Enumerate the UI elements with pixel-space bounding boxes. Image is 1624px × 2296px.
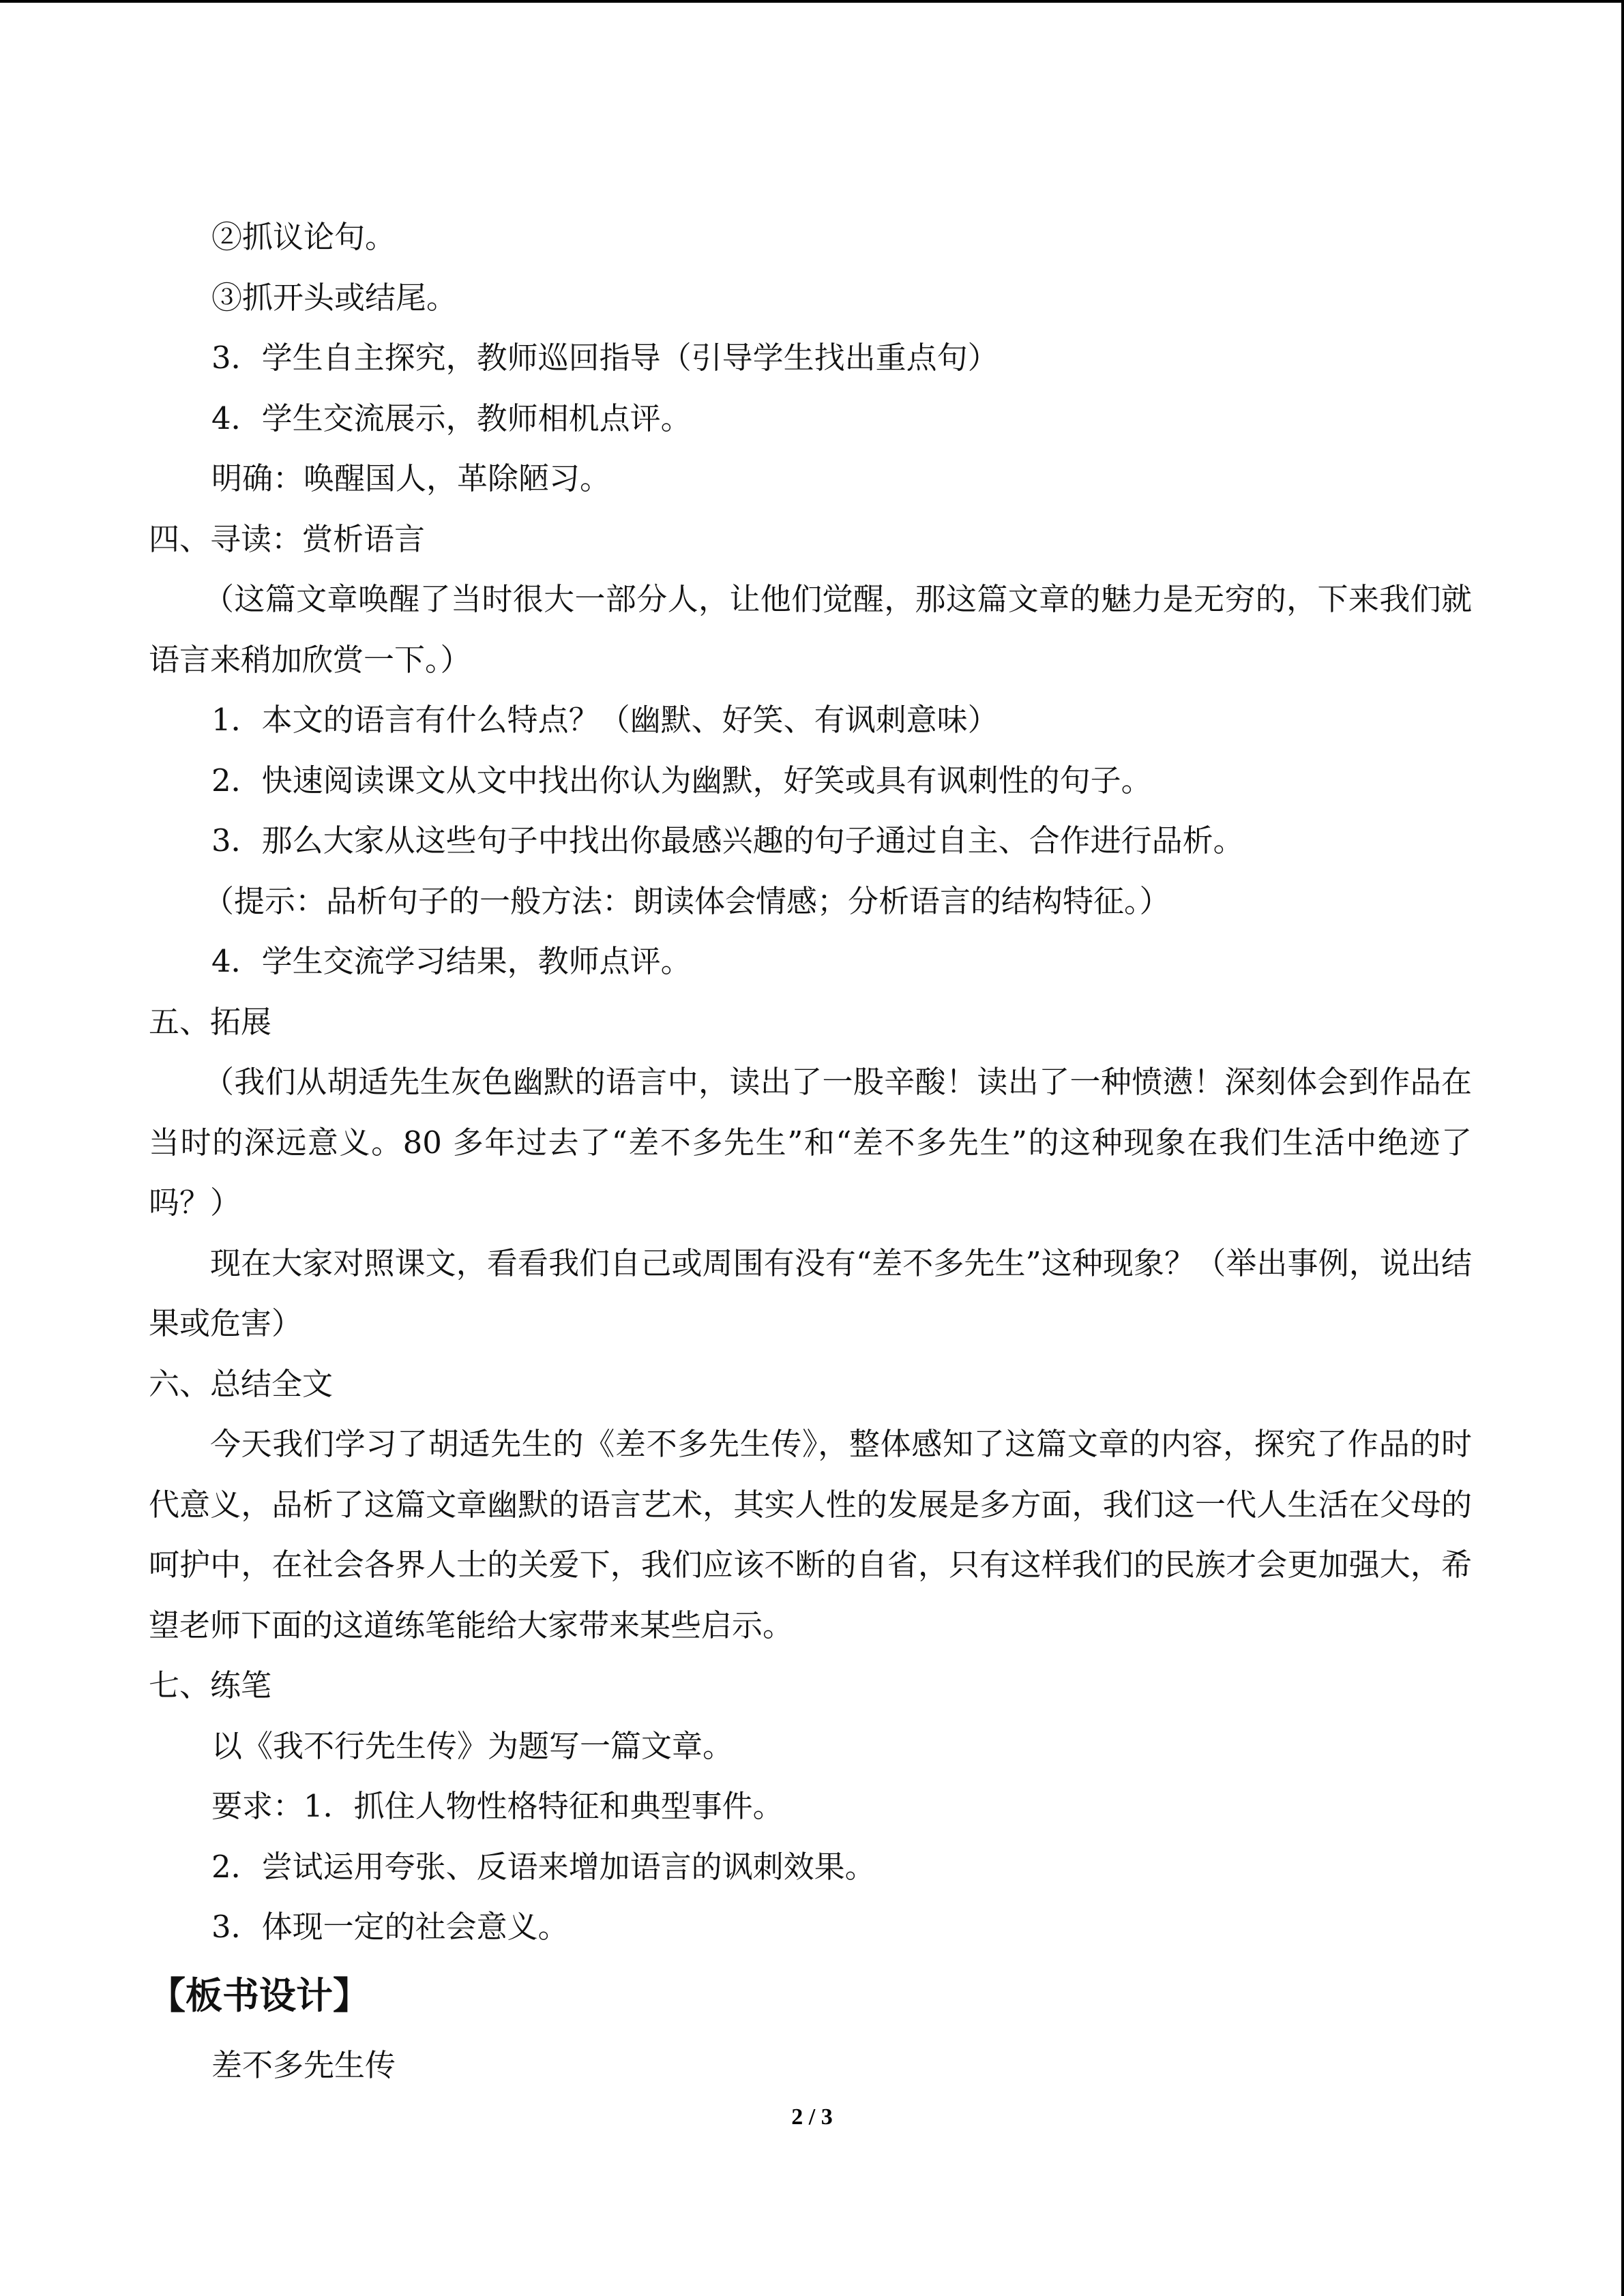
text-line: 3．那么大家从这些句子中找出你最感兴趣的句子通过自主、合作进行品析。: [211, 822, 1244, 859]
text-line: 4．学生交流展示，教师相机点评。: [211, 400, 692, 436]
paragraph: （我们从胡适先生灰色幽默的语言中，读出了一股辛酸！读出了一种愤懑！深刻体会到作品在当时的深远意义。80 多年过去了“差不多先生”和“差不多先生”的这种现象在我们生活中绝迹了吗？）: [149, 1064, 1472, 1221]
board-design-heading: 【板书设计】: [149, 1973, 370, 2017]
text-line: （提示：品析句子的一般方法：朗读体会情感；分析语言的结构特征。）: [203, 882, 1170, 919]
text-line: 以《我不行先生传》为题写一篇文章。: [211, 1727, 734, 1764]
text-line: 1．本文的语言有什么特点？（幽默、好笑、有讽刺意味）: [211, 702, 999, 738]
text-line: 3．体现一定的社会意义。: [211, 1909, 569, 1945]
text-line: ②抓议论句。: [211, 219, 396, 255]
text-line: 差不多先生传: [211, 2046, 396, 2083]
text-line: 4．学生交流学习结果，教师点评。: [211, 943, 692, 979]
section-title-six: 六、总结全文: [149, 1365, 334, 1402]
text-line: 明确：唤醒国人，革除陋习。: [211, 460, 611, 496]
paragraph: 现在大家对照课文，看看我们自己或周围有没有“差不多先生”这种现象？（举出事例，说出结果或危害）: [149, 1244, 1472, 1341]
text-line: 2．尝试运用夸张、反语来增加语言的讽刺效果。: [211, 1848, 876, 1885]
text-line: ③抓开头或结尾。: [211, 279, 458, 316]
document-body: [149, 207, 1472, 2096]
page-number: 2 / 3: [791, 2104, 833, 2130]
section-title-five: 五、拓展: [149, 1003, 272, 1040]
text-line: 3．学生自主探究，教师巡回指导（引导学生找出重点句）: [211, 340, 999, 376]
paragraph: 今天我们学习了胡适先生的《差不多先生传》，整体感知了这篇文章的内容，探究了作品的时代意义，品析了这篇文章幽默的语言艺术，其实人性的发展是多方面，我们这一代人生活在父母的呵护中，在社会各界人士的关爱下，我们应该不断的自省，只有这样我们的民族才会更加强大，希望老师下面的这道练笔能给大家带来某些启示。: [149, 1426, 1472, 1643]
section-title-four: 四、寻读：赏析语言: [149, 520, 426, 557]
text-line: 要求：1．抓住人物性格特征和典型事件。: [211, 1788, 784, 1824]
text-line: 2．快速阅读课文从文中找出你认为幽默，好笑或具有讽刺性的句子。: [211, 762, 1152, 799]
section-title-seven: 七、练笔: [149, 1667, 272, 1703]
paragraph: （这篇文章唤醒了当时很大一部分人，让他们觉醒，那这篇文章的魅力是无穷的，下来我们就语言来稍加欣赏一下。）: [149, 581, 1472, 678]
